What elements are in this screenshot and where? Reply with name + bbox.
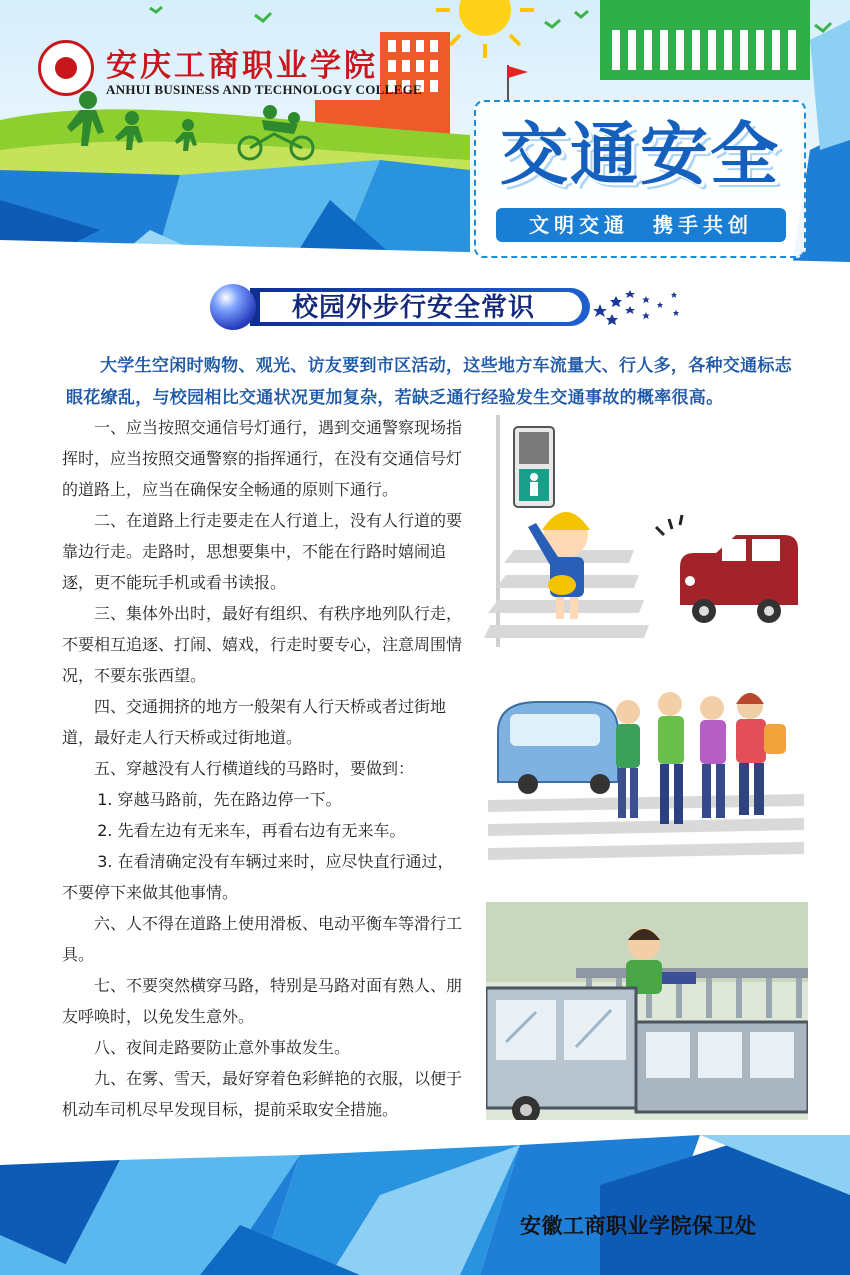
college-name-cn: 安庆工商职业学院 xyxy=(106,48,378,84)
rule-item: 一、应当按照交通信号灯通行，遇到交通警察现场指挥时，应当按照交通警察的指挥通行，在没有交通信号灯的道路上，应当在确保安全畅通的原则下通行。 xyxy=(62,418,463,499)
poster-subtitle: 文明交通 携手共创 xyxy=(496,208,786,242)
heading-ball-icon xyxy=(210,284,256,330)
sun-icon xyxy=(459,0,511,36)
rule-item: 三、集体外出时，最好有组织、有秩序地列队行走，不要相互追逐、打闹、嬉戏，行走时要专心，注意周围情况，不要东张西望。 xyxy=(62,604,463,685)
title-box xyxy=(474,100,806,258)
rule-item: 七、不要突然横穿马路，特别是马路对面有熟人、朋友呼唤时，以免发生意外。 xyxy=(62,976,463,1026)
rule-item: 二、在道路上行走要走在人行道上，没有人行道的要靠边行走。走路时，思想要集中，不能在行路时嬉闹追逐，更不能玩手机或看书读报。 xyxy=(62,511,463,592)
college-seal-icon xyxy=(38,40,94,96)
bus-overpass-illustration xyxy=(486,902,808,1120)
safety-rules xyxy=(62,412,466,1125)
alert-marks-icon xyxy=(656,515,682,535)
poster-header xyxy=(0,0,850,280)
college-name-en: ANHUI BUSINESS AND TECHNOLOGY COLLEGE xyxy=(106,82,422,97)
crosswalk-illustration xyxy=(484,415,814,647)
rule-item: 四、交通拥挤的地方一般架有人行天桥或者过街地道，最好走人行天桥或过街地道。 xyxy=(62,697,447,747)
red-car-icon xyxy=(680,535,798,623)
rule-item: 六、人不得在道路上使用滑板、电动平衡车等滑行工具。 xyxy=(62,914,463,964)
rule-subitem: 3. 在看清确定没有车辆过来时，应尽快直行通过，不要停下来做其他事情。 xyxy=(62,852,454,902)
blue-car-icon xyxy=(498,702,618,794)
section-heading xyxy=(210,282,690,334)
footer-org: 安徽工商职业学院保卫处 xyxy=(520,1214,757,1238)
stars-icon xyxy=(590,282,690,332)
flag-icon xyxy=(508,66,528,78)
pedestrians-illustration xyxy=(488,682,804,868)
rule-item: 五、穿越没有人行横道线的马路时，要做到： xyxy=(94,759,415,778)
rule-item: 九、在雾、雪天，最好穿着色彩鲜艳的衣服，以便于机动车司机尽早发现目标，提前采取安全措施。 xyxy=(62,1069,463,1119)
college-logo xyxy=(38,40,422,100)
rule-subitem: 1. 穿越马路前，先在路边停一下。 xyxy=(97,790,342,809)
intro-paragraph: 大学生空闲时购物、观光、访友要到市区活动，这些地方车流量大、行人多，各种交通标志眼花缭乱，与校园相比交通状况更加复杂，若缺乏通行经验发生交通事故的概率很高。 xyxy=(66,356,792,408)
footer-band xyxy=(0,1135,850,1275)
rule-item: 八、夜间走路要防止意外事故发生。 xyxy=(94,1038,351,1057)
rule-subitem: 2. 先看左边有无来车，再看右边有无来车。 xyxy=(97,821,406,840)
section-heading-text: 校园外步行安全常识 xyxy=(292,293,536,323)
poster-title: 交通安全 xyxy=(499,116,780,195)
